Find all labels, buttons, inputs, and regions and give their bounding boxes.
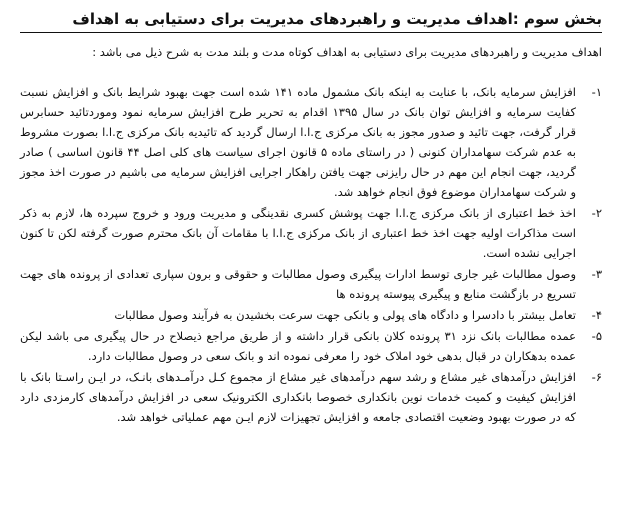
list-item [20, 326, 602, 366]
section-header [20, 8, 602, 33]
list-item [20, 305, 602, 325]
item-text: تعامل بیشتر با دادسرا و دادگاه های پولی و بانکی جهت سرعت بخشیدن به فرآیند وصول مطالبات [114, 308, 576, 322]
item-text: عمده مطالبات بانک نزد ۳۱ پرونده کلان بانکی قرار داشته و از طریق مراجع ذیصلاح در حال پیگیری می باشد لیکن عمده بدهکاران در قبال بدهی خود املاک خود را معرفی نموده اند و بانک سعی در وصول مطالبات دارد. [20, 329, 577, 363]
intro-paragraph: اهداف مدیریت و راهبردهای مدیریت برای دستیابی به اهداف کوتاه مدت و بلند مدت به شرح ذیل می باشد : [92, 45, 602, 59]
list-item [20, 367, 602, 427]
list-item [20, 203, 602, 263]
item-number: ۲- [591, 206, 602, 220]
list-item [20, 82, 602, 202]
item-number: ۱- [591, 85, 602, 99]
item-number: ۵- [591, 329, 602, 343]
item-text: افزایش سرمایه بانک، با عنایت به اینکه بانک مشمول ماده ۱۴۱ شده است جهت بهبود شرایط بانک و افزایش نسبت کفایت سرمایه و افزایش توان بانک در سال ۱۳۹۵ اقدام به تحریر طرح افزایش سرمایه نمود وموردتائید حسابرس قرار گرفت، جهت تائید و صدور مجوز به بانک مرکزی ج.ا.ا ارسال گردید که تائیدیه بانک مرکزی ج.ا.ا بصورت مشروط به عدم شرکت سهامداران کنونی ( در راستای ماده ۵ قانون اجرای سیاست های کلی اصل ۴۴ قانون اساسی ) صادر گردید، جهت انجام این مهم در حال رایزنی جهت یافتن راهکار اجرایی افزایش سرمایه می باشیم در صورت اخذ مجوز و شرکت سهامداران موضوع فوق انجام خواهد شد. [20, 85, 577, 199]
item-number: ۶- [591, 370, 602, 384]
list-item [20, 264, 602, 304]
document-page [20, 8, 602, 504]
item-text: وصول مطالبات غیر جاری توسط ادارات پیگیری وصول مطالبات و حقوقی و برون سپاری تعدادی از پرونده های جهت تسریع در بازگشت منابع و پیگیری پیوسته پرونده ها [20, 267, 576, 301]
section-title: بخش سوم :اهداف مدیریت و راهبردهای مدیریت برای دستیابی به اهداف [72, 10, 602, 28]
item-text: افزایش درآمدهای غیر مشاع و رشد سهم درآمدهای غیر مشاع از مجموع کـل درآمـدهای بانـک، در ایـن راسـتا بانک با افزایش کیفیت و کمیت خدمات نوین بانکداری خصوصا بانکداری الکترونیک سعی در افزایش درآمدهای کارمزدی دارد که در صورت بهبود وضعیت اقتصادی جامعه و افزایش تجهیزات لازم ایـن مهم عملیاتی خواهد شد. [20, 370, 576, 424]
item-text: اخذ خط اعتباری از بانک مرکزی ج.ا.ا جهت پوشش کسری نقدینگی و مدیریت ورود و خروج سپرده ها، لازم به ذکر است مذاکرات اولیه جهت اخذ خط اعتباری از بانک مرکزی ج.ا.ا با مقامات آن بانک محترم صورت گرفته لکن تا کنون اجرایی نشده است. [20, 206, 576, 260]
item-number: ۴- [591, 308, 602, 322]
item-number: ۳- [591, 267, 602, 281]
